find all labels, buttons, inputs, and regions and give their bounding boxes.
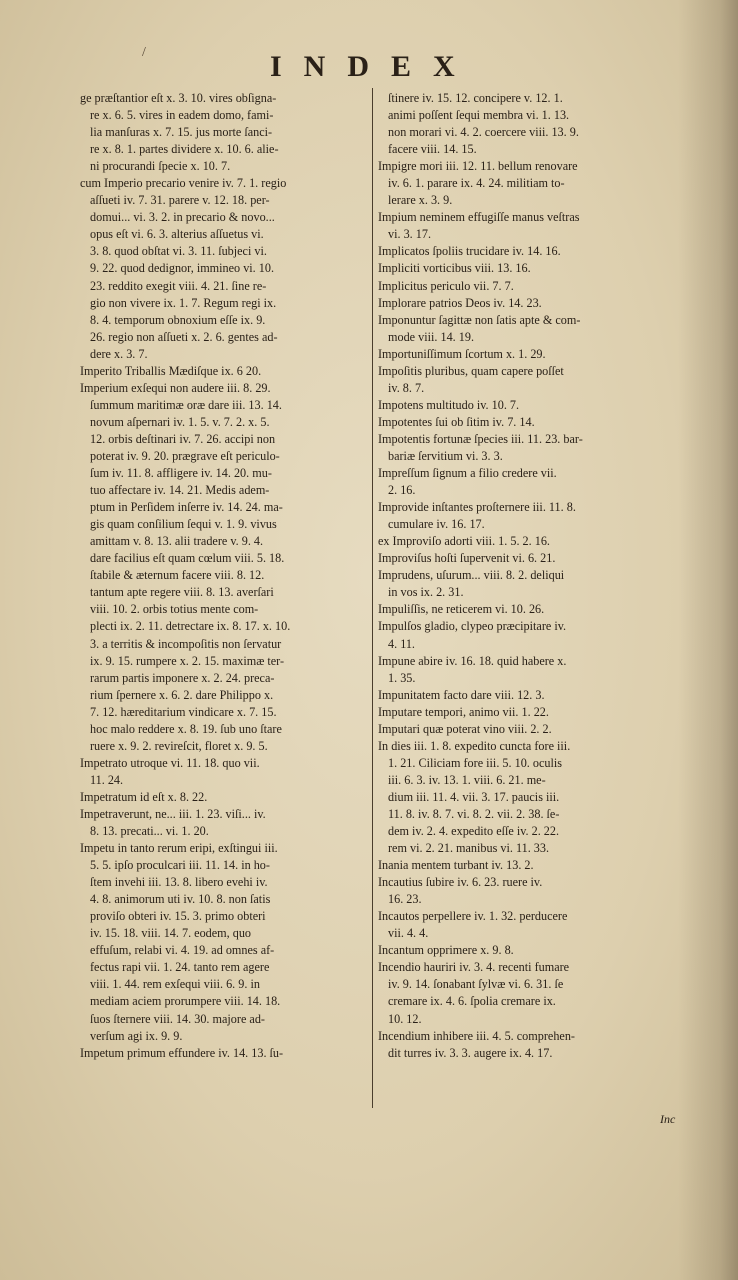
index-line: proviſo obteri iv. 15. 3. primo obteri (90, 909, 266, 924)
index-line: facere viii. 14. 15. (388, 142, 477, 157)
index-line: Impoſitis pluribus, quam capere poſſet (378, 363, 564, 378)
index-line: verſum agi ix. 9. 9. (90, 1028, 183, 1043)
index-line: 1. 35. (388, 670, 416, 685)
catchword: Inc (660, 1112, 676, 1126)
index-line: bariæ ſervitium vi. 3. 3. (388, 448, 503, 463)
index-line: plecti ix. 2. 11. detrectare ix. 8. 17. x. 10. (90, 619, 291, 634)
index-line: poterat iv. 9. 20. prægrave eſt periculo- (90, 448, 280, 463)
index-line: iv. 15. 18. viii. 14. 7. eodem, quo (90, 926, 252, 941)
index-line: 8. 13. precati... vi. 1. 20. (90, 824, 209, 839)
index-line: Impotentes ſui ob ſitim iv. 7. 14. (378, 414, 535, 429)
index-line: Incendium inhibere iii. 4. 5. comprehen- (378, 1028, 575, 1043)
index-line: rarum partis imponere x. 2. 24. preca- (90, 670, 275, 685)
index-line: Imperito Triballis Mædiſque ix. 6 20. (80, 363, 262, 378)
index-line: fectus rapi vii. 1. 24. tanto rem agere (90, 960, 270, 975)
index-line: tuo affectare iv. 14. 21. Medis adem- (90, 483, 270, 498)
index-line: Impetratum id eſt x. 8. 22. (80, 789, 208, 804)
index-line: lerare x. 3. 9. (388, 193, 453, 208)
index-line: Impetrato utroque vi. 11. 18. quo vii. (80, 755, 260, 770)
index-line: domui... vi. 3. 2. in precario & novo... (90, 210, 275, 225)
index-line: aſſueti iv. 7. 31. parere v. 12. 18. per- (90, 193, 270, 208)
page-edge-shadow (678, 0, 738, 1280)
index-line: Impium neminem effugiſſe manus veſtras (378, 210, 580, 225)
index-line: dium iii. 11. 4. vii. 3. 17. paucis iii. (388, 789, 560, 804)
index-line: ſtinere iv. 15. 12. concipere v. 12. 1. (388, 91, 563, 105)
index-line: dem iv. 2. 4. expedito eſſe iv. 2. 22. (388, 824, 560, 839)
index-line: ſtem invehi iii. 13. 8. libero evehi iv. (90, 875, 268, 890)
index-line: 23. reddito exegit viii. 4. 21. ſine re- (90, 278, 267, 293)
index-line: 26. regio non aſſueti x. 2. 6. gentes ad- (90, 329, 278, 344)
index-line: dare facilius eſt quam cœlum viii. 5. 18. (90, 551, 285, 566)
index-line: 11. 24. (90, 772, 124, 787)
index-line: cumulare iv. 16. 17. (388, 517, 485, 532)
index-line: Impigre mori iii. 12. 11. bellum renovare (378, 159, 578, 174)
index-line: Impetum primum effundere iv. 14. 13. ſu- (80, 1045, 284, 1060)
index-line: Impliciti vorticibus viii. 13. 16. (378, 261, 531, 276)
index-line: viii. 10. 2. orbis totius mente com- (90, 602, 259, 617)
index-line: Imperium exſequi non audere iii. 8. 29. (80, 380, 271, 395)
index-line: mediam aciem prorumpere viii. 14. 18. (90, 994, 281, 1009)
index-line: Imprudens, uſurum... viii. 8. 2. deliqui (378, 568, 565, 583)
corner-mark: / (142, 45, 146, 60)
index-line: amittam v. 8. 13. alii tradere v. 9. 4. (90, 534, 264, 549)
index-line: 16. 23. (388, 892, 422, 907)
index-line: iv. 9. 14. ſonabant ſylvæ vi. 6. 31. ſe (388, 977, 564, 992)
index-line: ix. 9. 15. rumpere x. 2. 15. maximæ ter- (90, 653, 285, 668)
index-line: in vos ix. 2. 31. (388, 585, 464, 600)
index-line: Impetu in tanto rerum eripi, exſtingui iii. (80, 841, 278, 856)
index-line: 4. 11. (388, 636, 415, 651)
index-line: ptum in Perſidem inſerre iv. 14. 24. ma- (90, 500, 283, 515)
index-line: ſuos ſternere viii. 14. 30. majore ad- (90, 1011, 265, 1026)
index-line: animi poſſent ſequi membra vi. 1. 13. (388, 108, 570, 123)
index-line: Impotens multitudo iv. 10. 7. (378, 397, 520, 412)
index-line: 3. 8. quod obſtat vi. 3. 11. ſubjeci vi. (90, 244, 267, 259)
index-line: mode viii. 14. 19. (388, 329, 474, 344)
index-line: re x. 6. 5. vires in eadem domo, fami- (90, 108, 274, 123)
index-line: effuſum, relabi vi. 4. 19. ad omnes af- (90, 943, 275, 958)
index-line: Impune abire iv. 16. 18. quid habere x. (378, 653, 567, 668)
index-line: Inania mentem turbant iv. 13. 2. (378, 858, 534, 873)
index-line: 2. 16. (388, 483, 416, 498)
index-line: Impunitatem facto dare viii. 12. 3. (378, 687, 545, 702)
index-line: viii. 1. 44. rem exſequi viii. 6. 9. in (90, 977, 260, 992)
index-line: 10. 12. (388, 1011, 422, 1026)
index-line: 1. 21. Ciliciam fore iii. 5. 10. oculis (388, 755, 562, 770)
index-line: Imputari quæ poterat vino viii. 2. 2. (378, 721, 552, 736)
index-line: cum Imperio precario venire iv. 7. 1. regio (80, 176, 287, 191)
index-line: Improvide inſtantes proſternere iii. 11. 8. (378, 500, 576, 515)
index-line: opus eſt vi. 6. 3. alterius aſſuetus vi. (90, 227, 264, 242)
index-line: Impulſos gladio, clypeo præcipitare iv. (378, 619, 567, 634)
index-line: iv. 8. 7. (388, 380, 425, 395)
index-line: gis quam conſilium ſequi v. 1. 9. vivus (90, 517, 277, 532)
index-line: Impuliſſis, ne reticerem vi. 10. 26. (378, 602, 545, 617)
index-line: Incautos perpellere iv. 1. 32. perducere (378, 909, 568, 924)
left-column (80, 90, 372, 1062)
index-line: Incautius ſubire iv. 6. 23. ruere iv. (378, 875, 543, 890)
index-line: novum aſpernari iv. 1. 5. v. 7. 2. x. 5. (90, 414, 270, 429)
index-line: non morari vi. 4. 2. coercere viii. 13. 9. (388, 125, 579, 140)
index-line: 7. 12. hæreditarium vindicare x. 7. 15. (90, 704, 277, 719)
index-line: iii. 6. 3. iv. 13. 1. viii. 6. 21. me- (388, 772, 546, 787)
index-line: ſum iv. 11. 8. affligere iv. 14. 20. mu- (90, 466, 272, 481)
index-line: Impetraverunt, ne... iii. 1. 23. viſi... iv. (80, 806, 266, 821)
right-column (378, 90, 678, 1062)
index-line: ex Improviſo adorti viii. 1. 5. 2. 16. (378, 534, 550, 549)
index-line: gio non vivere ix. 1. 7. Regum regi ix. (90, 295, 277, 310)
index-line: 8. 4. temporum obnoxium eſſe ix. 9. (90, 312, 266, 327)
index-line: 9. 22. quod dedignor, immineo vi. 10. (90, 261, 275, 276)
index-line: re x. 8. 1. partes dividere x. 10. 6. alie- (90, 142, 279, 157)
index-line: 3. a territis & incompoſitis non ſervatur (90, 636, 282, 651)
index-line: tantum apte regere viii. 8. 13. averſari (90, 585, 274, 600)
index-line: Implicatos ſpoliis trucidare iv. 14. 16. (378, 244, 561, 259)
index-line: lia manſuras x. 7. 15. jus morte ſanci- (90, 125, 273, 140)
index-line: ſtabile & æternum facere viii. 8. 12. (90, 568, 265, 583)
index-line: dit turres iv. 3. 3. augere ix. 4. 17. (388, 1045, 553, 1060)
index-line: ni procurandi ſpecie x. 10. 7. (90, 159, 231, 174)
index-line: In dies iii. 1. 8. expedito cuncta fore iii. (378, 738, 571, 753)
index-line: 4. 8. animorum uti iv. 10. 8. non ſatis (90, 892, 271, 907)
index-line: Imponuntur ſagittæ non ſatis apte & com- (378, 312, 581, 327)
index-line: rem vi. 2. 21. manibus vi. 11. 33. (388, 841, 550, 856)
index-line: 11. 8. iv. 8. 7. vi. 8. 2. vii. 2. 38. ſe- (388, 806, 560, 821)
index-line: vii. 4. 4. (388, 926, 429, 941)
index-line: Implicitus periculo vii. 7. 7. (378, 278, 514, 293)
index-line: Imputare tempori, animo vii. 1. 22. (378, 704, 549, 719)
index-line: Improviſus hoſti ſupervenit vi. 6. 21. (378, 551, 556, 566)
index-line: ſummum maritimæ oræ dare iii. 13. 14. (90, 397, 282, 412)
index-line: Impreſſum ſignum a filio credere vii. (378, 466, 557, 481)
index-line: 12. orbis deſtinari iv. 7. 26. accipi non (90, 431, 276, 446)
index-line: cremare ix. 4. 6. ſpolia cremare ix. (388, 994, 556, 1009)
index-line: Impotentis fortunæ ſpecies iii. 11. 23. bar- (378, 431, 583, 446)
index-line: vi. 3. 17. (388, 227, 431, 242)
index-line: ge præſtantior eſt x. 3. 10. vires obſigna- (80, 91, 277, 105)
column-divider (372, 88, 373, 1108)
index-line: Importuniſſimum ſcortum x. 1. 29. (378, 346, 546, 361)
index-line: Incendio hauriri iv. 3. 4. recenti fumare (378, 960, 570, 975)
index-line: Implorare patrios Deos iv. 14. 23. (378, 295, 542, 310)
page-title: INDEX (270, 50, 477, 83)
index-line: rium ſpernere x. 6. 2. dare Philippo x. (90, 687, 274, 702)
index-line: dere x. 3. 7. (90, 346, 148, 361)
index-line: iv. 6. 1. parare ix. 4. 24. militiam to- (388, 176, 565, 191)
index-line: hoc malo reddere x. 8. 19. ſub uno ſtare (90, 721, 282, 736)
index-line: 5. 5. ipſo proculcari iii. 11. 14. in ho- (90, 858, 270, 873)
index-line: Incantum opprimere x. 9. 8. (378, 943, 514, 958)
index-line: ruere x. 9. 2. revireſcit, floret x. 9. 5. (90, 738, 268, 753)
